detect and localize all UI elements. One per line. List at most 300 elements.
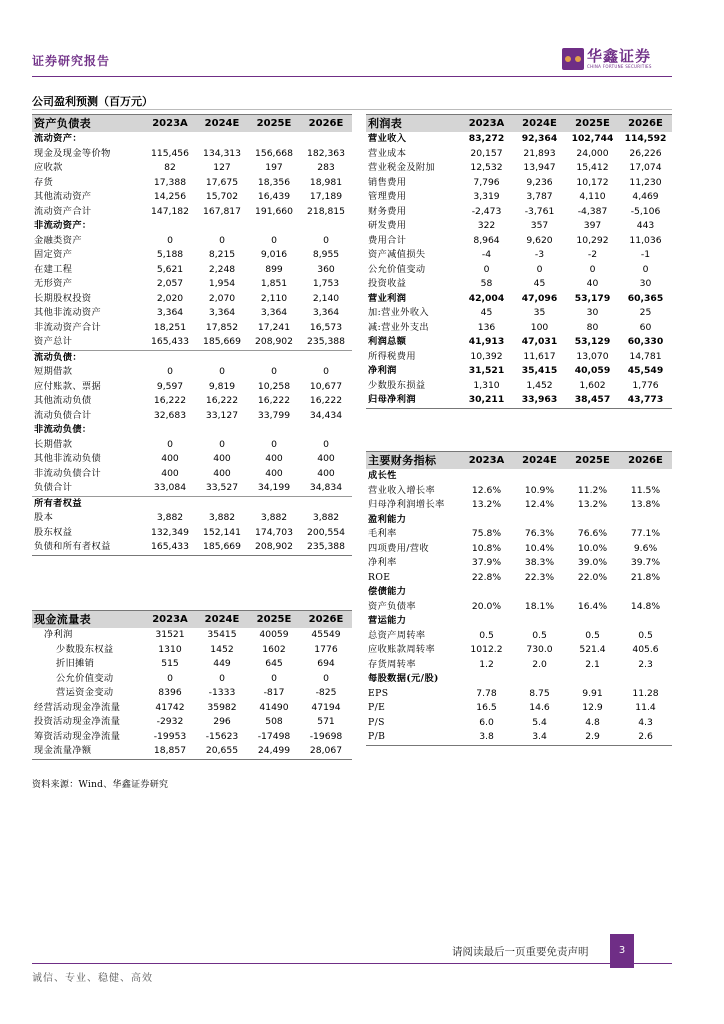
year-header: 2023A — [144, 611, 196, 629]
cell-value: -3 — [534, 249, 545, 261]
cell-value: 0 — [219, 672, 225, 684]
table-row — [366, 498, 672, 513]
row-label: 应收款 — [34, 162, 63, 174]
cell-value: 0 — [323, 438, 329, 450]
cell-value: 13.8% — [630, 499, 661, 511]
cell-value: 5,621 — [156, 263, 184, 275]
cell-value: 33,527 — [205, 482, 239, 494]
logo-name-en: CHINA FORTUNE SECURITIES — [587, 64, 652, 69]
cell-value: 13.2% — [471, 499, 502, 511]
cell-value: 16,439 — [257, 191, 291, 203]
cell-value: 1,452 — [526, 379, 553, 391]
cell-value — [619, 469, 672, 484]
cell-value: 31,521 — [468, 365, 505, 377]
row-label: 净利润 — [44, 629, 73, 641]
cell-value: -817 — [263, 687, 285, 699]
row-label: 净利润 — [368, 365, 397, 377]
cell-value: 147,182 — [151, 205, 189, 217]
row-label: 营业利润 — [368, 292, 407, 304]
cell-value: 5,188 — [156, 249, 184, 261]
year-header: 2024E — [196, 115, 248, 133]
cell-value: 1012.2 — [470, 644, 503, 656]
cell-value: 8,215 — [208, 249, 236, 261]
row-label: 非流动资产合计 — [34, 321, 102, 333]
cell-value: 0 — [323, 672, 329, 684]
cell-value: 16.4% — [577, 600, 608, 612]
cell-value: 185,669 — [203, 336, 241, 348]
cell-value: -15623 — [205, 730, 239, 742]
cell-value: 16,222 — [309, 395, 343, 407]
table-title: 主要财务指标 — [366, 452, 460, 470]
cell-value: 3,882 — [260, 512, 288, 524]
row-label: 归母净利润 — [366, 393, 460, 408]
cell-value: 20,157 — [470, 147, 503, 159]
cell-value: 152,141 — [203, 526, 241, 538]
cell-value: 1,753 — [312, 278, 340, 290]
cell-value: 136 — [477, 321, 496, 333]
cell-value — [460, 513, 513, 528]
cell-value — [248, 423, 300, 438]
cell-value: 4,469 — [632, 191, 659, 203]
row-label: 流动负债合计 — [34, 409, 92, 421]
row-label: 在建工程 — [34, 263, 73, 275]
row-label: 流动资产： — [34, 133, 82, 145]
cell-value: 0 — [167, 672, 173, 684]
cell-value — [460, 672, 513, 687]
cell-value: 14.8% — [630, 600, 661, 612]
row-label: 资产负债率 — [368, 600, 416, 612]
cell-value: 31521 — [155, 629, 185, 641]
row-label: 现金及现金等价物 — [34, 147, 111, 159]
row-label: 无形资产 — [34, 278, 73, 290]
cell-value: 18,356 — [257, 176, 291, 188]
cell-value: 26,226 — [629, 147, 662, 159]
cell-value: 18.1% — [524, 600, 555, 612]
table-row — [32, 350, 352, 365]
row-label: 其他非流动资产 — [34, 307, 102, 319]
table-row — [366, 379, 672, 394]
row-label: 毛利率 — [368, 528, 397, 540]
report-type-title: 证券研究报告 — [32, 54, 111, 68]
section-divider — [32, 109, 672, 110]
cell-value: 0 — [219, 366, 225, 378]
cell-value: 42,004 — [468, 292, 505, 304]
cell-value: -4,387 — [577, 205, 608, 217]
table-row — [366, 469, 672, 484]
cell-value: 12,532 — [470, 162, 503, 174]
cell-value: 8,955 — [312, 249, 340, 261]
cell-value — [144, 423, 196, 438]
cell-value: 8.75 — [529, 687, 550, 699]
cell-value: 4.8 — [585, 716, 600, 728]
cell-value: 21,893 — [523, 147, 556, 159]
cell-value — [566, 469, 619, 484]
row-label: 成长性 — [368, 470, 397, 482]
row-label: 金融类资产 — [34, 234, 82, 246]
cell-value: 405.6 — [632, 644, 659, 656]
cell-value: 899 — [265, 263, 283, 275]
cell-value: 0 — [642, 263, 649, 275]
cell-value: 357 — [530, 220, 549, 232]
row-label: 长期股权投资 — [34, 292, 92, 304]
table-row — [366, 306, 672, 321]
year-header: 2023A — [460, 452, 513, 470]
table-row — [32, 234, 352, 249]
row-label: 投资活动现金净流量 — [34, 716, 121, 728]
cell-value: 15,412 — [576, 162, 609, 174]
cell-value: 11.28 — [632, 687, 659, 699]
cell-value: 2.9 — [566, 730, 619, 745]
cell-value — [196, 423, 248, 438]
section-title: 公司盈利预测（百万元） — [32, 95, 153, 108]
year-header: 2024E — [513, 452, 566, 470]
row-label: P/S — [368, 716, 385, 728]
cell-value — [566, 672, 619, 687]
cell-value — [144, 496, 196, 511]
cell-value: 2.0 — [532, 658, 547, 670]
cell-value: 6.0 — [479, 716, 494, 728]
cell-value: 2,110 — [260, 292, 288, 304]
cell-value: 39.7% — [630, 557, 661, 569]
cell-value: 41742 — [155, 701, 185, 713]
table-header-row — [32, 115, 352, 133]
footer-slogan: 诚信、专业、稳健、高效 — [32, 973, 153, 984]
cell-value: 76.6% — [577, 528, 608, 540]
table-row — [366, 542, 672, 557]
cell-value: -3,761 — [524, 205, 555, 217]
row-label: 负债和所有者权益 — [32, 540, 144, 555]
cell-value: 9.91 — [582, 687, 603, 699]
cell-value — [566, 614, 619, 629]
cell-value: 515 — [161, 658, 179, 670]
cell-value: 24,000 — [576, 147, 609, 159]
row-label: 经营活动现金净流量 — [34, 701, 121, 713]
row-label: 少数股东损益 — [368, 379, 426, 391]
cell-value: 9,236 — [526, 176, 553, 188]
table-row — [366, 364, 672, 379]
table-row — [366, 687, 672, 702]
cell-value — [513, 469, 566, 484]
cell-value: 15,702 — [205, 191, 239, 203]
cell-value — [248, 219, 300, 234]
cell-value: -2 — [587, 249, 598, 261]
cell-value: 197 — [265, 162, 283, 174]
table-row — [32, 438, 352, 453]
cell-value — [566, 513, 619, 528]
table-row — [366, 350, 672, 365]
cell-value: 47194 — [311, 701, 341, 713]
cell-value — [144, 350, 196, 365]
row-label: 财务费用 — [368, 205, 407, 217]
cell-value: 156,668 — [255, 147, 293, 159]
table-title: 利润表 — [366, 115, 460, 133]
row-label: ROE — [368, 571, 391, 583]
cell-value: 22.3% — [524, 571, 555, 583]
cell-value: 17,675 — [205, 176, 239, 188]
row-label: 减:营业外支出 — [368, 321, 430, 333]
cell-value — [513, 513, 566, 528]
cell-value: 37.9% — [471, 557, 502, 569]
cell-value: 10.4% — [524, 542, 555, 554]
table-row — [366, 321, 672, 336]
year-header: 2025E — [248, 115, 300, 133]
table-row — [32, 467, 352, 482]
table-row — [32, 496, 352, 511]
cell-value: 77.1% — [630, 528, 661, 540]
cell-value: 0 — [323, 234, 329, 246]
table-row — [32, 335, 352, 350]
table-row — [366, 730, 672, 745]
cell-value: 208,902 — [248, 540, 300, 555]
table-header-row — [32, 611, 352, 629]
cell-value: 12.9 — [582, 702, 603, 714]
cell-value: 322 — [477, 220, 496, 232]
cell-value: 0 — [483, 263, 490, 275]
row-label: 营业收入 — [368, 133, 407, 145]
row-label: 所有者权益 — [32, 496, 144, 511]
cell-value: 400 — [265, 467, 283, 479]
cell-value: 1,851 — [260, 278, 288, 290]
cell-value: -825 — [315, 687, 337, 699]
cell-value: 60,365 — [627, 292, 664, 304]
cell-value — [619, 614, 672, 629]
cell-value: 165,433 — [151, 336, 189, 348]
cell-value: 28,067 — [300, 744, 352, 759]
cell-value — [460, 585, 513, 600]
row-label: 固定资产 — [34, 249, 73, 261]
cell-value: 0 — [167, 366, 173, 378]
cell-value: 182,363 — [307, 147, 345, 159]
cell-value: -4 — [481, 249, 492, 261]
table-row — [366, 629, 672, 644]
cell-value: 694 — [317, 658, 335, 670]
cell-value: 45,549 — [627, 365, 664, 377]
cell-value: 4.3 — [638, 716, 653, 728]
cell-value: 3,882 — [208, 512, 236, 524]
row-label: 股本 — [34, 512, 54, 524]
cell-value: 53,129 — [574, 336, 611, 348]
cell-value: 38,457 — [566, 393, 619, 408]
cell-value: 17,388 — [153, 176, 187, 188]
cell-value — [196, 350, 248, 365]
cell-value: 11.2% — [577, 484, 608, 496]
year-header: 2024E — [196, 611, 248, 629]
cell-value: 2,070 — [208, 292, 236, 304]
table-row — [32, 306, 352, 321]
cell-value: 400 — [317, 453, 335, 465]
cell-value: 400 — [213, 467, 231, 479]
logo-mark-icon — [562, 48, 584, 70]
cell-value: 235,388 — [307, 336, 345, 348]
table-row — [32, 176, 352, 191]
cell-value: 132,349 — [151, 526, 189, 538]
cell-value: 41490 — [259, 701, 289, 713]
cell-value: 32,683 — [153, 409, 187, 421]
cell-value — [196, 132, 248, 147]
table-row — [32, 526, 352, 541]
cell-value: 2.1 — [585, 658, 600, 670]
row-label: EPS — [368, 687, 389, 699]
cell-value: 38.3% — [524, 557, 555, 569]
row-label: 股东权益 — [34, 526, 73, 538]
table-row — [32, 744, 352, 759]
table-row — [32, 321, 352, 336]
cell-value: 39.0% — [577, 557, 608, 569]
cell-value: 165,433 — [144, 540, 196, 555]
table-row — [32, 394, 352, 409]
cell-value: 1,310 — [473, 379, 500, 391]
cell-value: 3,364 — [260, 307, 288, 319]
cell-value: 13.2% — [577, 499, 608, 511]
table-row — [32, 730, 352, 745]
cell-value: 102,744 — [571, 133, 614, 145]
cell-value: 82 — [164, 162, 176, 174]
cell-value: 11,036 — [629, 234, 662, 246]
cell-value — [248, 350, 300, 365]
cell-value: 14,781 — [629, 350, 662, 362]
cell-value: 25 — [639, 307, 652, 319]
cell-value: 14.6 — [529, 702, 550, 714]
cell-value: 1310 — [158, 643, 182, 655]
cell-value — [248, 496, 300, 511]
cell-value — [460, 614, 513, 629]
cell-value: 58 — [480, 278, 493, 290]
cell-value: 1452 — [210, 643, 234, 655]
row-label: 所得税费用 — [368, 350, 416, 362]
table-row — [366, 527, 672, 542]
row-label: 公允价值变动 — [368, 263, 426, 275]
row-label: 长期借款 — [34, 438, 73, 450]
cell-value: 40,059 — [574, 365, 611, 377]
row-label: 净利率 — [368, 557, 397, 569]
cell-value: 3,882 — [156, 512, 184, 524]
cell-value: 174,703 — [255, 526, 293, 538]
cell-value: 0 — [271, 438, 277, 450]
table-row — [366, 219, 672, 234]
cell-value: -19953 — [153, 730, 187, 742]
cell-value: 0 — [271, 234, 277, 246]
data-source-note: 资料来源：Wind、华鑫证券研究 — [32, 780, 169, 790]
row-label: 加:营业外收入 — [368, 307, 430, 319]
cell-value: 134,313 — [203, 147, 241, 159]
cell-value: 35982 — [207, 701, 237, 713]
row-label: 投资收益 — [368, 278, 407, 290]
table-row — [32, 147, 352, 162]
table-row — [32, 219, 352, 234]
cell-value: 22.8% — [471, 571, 502, 583]
cell-value: 12.6% — [471, 484, 502, 496]
cell-value: 235,388 — [300, 540, 352, 555]
cell-value: 443 — [636, 220, 655, 232]
cell-value: 10,292 — [576, 234, 609, 246]
cell-value: 16.5 — [476, 702, 497, 714]
cell-value: 13,947 — [523, 162, 556, 174]
row-label: 负债合计 — [34, 482, 73, 494]
cell-value: 43,773 — [619, 393, 672, 408]
cell-value: 0 — [271, 672, 277, 684]
cell-value: 17,189 — [309, 191, 343, 203]
cell-value: 400 — [161, 467, 179, 479]
cell-value — [300, 132, 352, 147]
cell-value: 218,815 — [307, 205, 345, 217]
row-label: 偿债能力 — [368, 586, 407, 598]
cell-value: 730.0 — [526, 644, 553, 656]
disclaimer-link[interactable]: 请阅读最后一页重要免责声明 — [452, 946, 589, 958]
cell-value: 571 — [317, 716, 335, 728]
cell-value: 8,964 — [473, 234, 500, 246]
row-label: 其他流动资产 — [34, 191, 92, 203]
cell-value: 30 — [639, 278, 652, 290]
cell-value: 4,110 — [579, 191, 606, 203]
cell-value: 1776 — [314, 643, 338, 655]
cell-value: 3,787 — [526, 191, 553, 203]
cell-value: 2,020 — [156, 292, 184, 304]
table-row — [32, 380, 352, 395]
cell-value: 1602 — [262, 643, 286, 655]
row-label: 短期借款 — [34, 366, 73, 378]
cell-value: 7,796 — [473, 176, 500, 188]
table-row — [32, 292, 352, 307]
table-row — [366, 263, 672, 278]
cell-value: 0.5 — [585, 629, 600, 641]
row-label: 应付账款、票据 — [34, 380, 102, 392]
cell-value: 10.9% — [524, 484, 555, 496]
cell-value: 167,817 — [203, 205, 241, 217]
cell-value: 9,819 — [208, 380, 236, 392]
cell-value — [300, 496, 352, 511]
row-label: 销售费用 — [368, 176, 407, 188]
cell-value: 16,573 — [309, 321, 343, 333]
row-label: 折旧摊销 — [56, 658, 95, 670]
cell-value: 17,241 — [257, 321, 291, 333]
row-label: 存货 — [34, 176, 54, 188]
year-header: 2026E — [619, 115, 672, 133]
table-row — [32, 263, 352, 278]
cell-value: 16,222 — [257, 395, 291, 407]
year-header: 2026E — [619, 452, 672, 470]
cell-value: 22.0% — [577, 571, 608, 583]
cell-value: 18,251 — [153, 321, 187, 333]
cell-value: 9,597 — [156, 380, 184, 392]
cell-value: 33,084 — [153, 482, 187, 494]
cell-value — [513, 672, 566, 687]
cell-value: 60 — [639, 321, 652, 333]
table-row — [366, 147, 672, 162]
cell-value: -2,473 — [471, 205, 502, 217]
cell-value: 2,248 — [208, 263, 236, 275]
cell-value: 283 — [317, 162, 335, 174]
cell-value: 33,799 — [257, 409, 291, 421]
cell-value: 0.5 — [479, 629, 494, 641]
table-row — [32, 715, 352, 730]
table-row — [366, 132, 672, 147]
cell-value: 10.8% — [471, 542, 502, 554]
table-title: 资产负债表 — [32, 115, 144, 133]
cell-value: 24,499 — [248, 744, 300, 759]
row-label: 利润总额 — [368, 336, 407, 348]
cell-value: 5.4 — [532, 716, 547, 728]
logo-name-cn: 华鑫证券 — [587, 47, 652, 65]
cell-value: -1333 — [208, 687, 236, 699]
table-row — [32, 190, 352, 205]
cell-value — [460, 469, 513, 484]
row-label: 非流动负债合计 — [34, 467, 102, 479]
cell-value: 114,592 — [624, 133, 667, 145]
table-row — [366, 335, 672, 350]
table-row — [32, 452, 352, 467]
table-row — [32, 657, 352, 672]
cell-value: 115,456 — [151, 147, 189, 159]
